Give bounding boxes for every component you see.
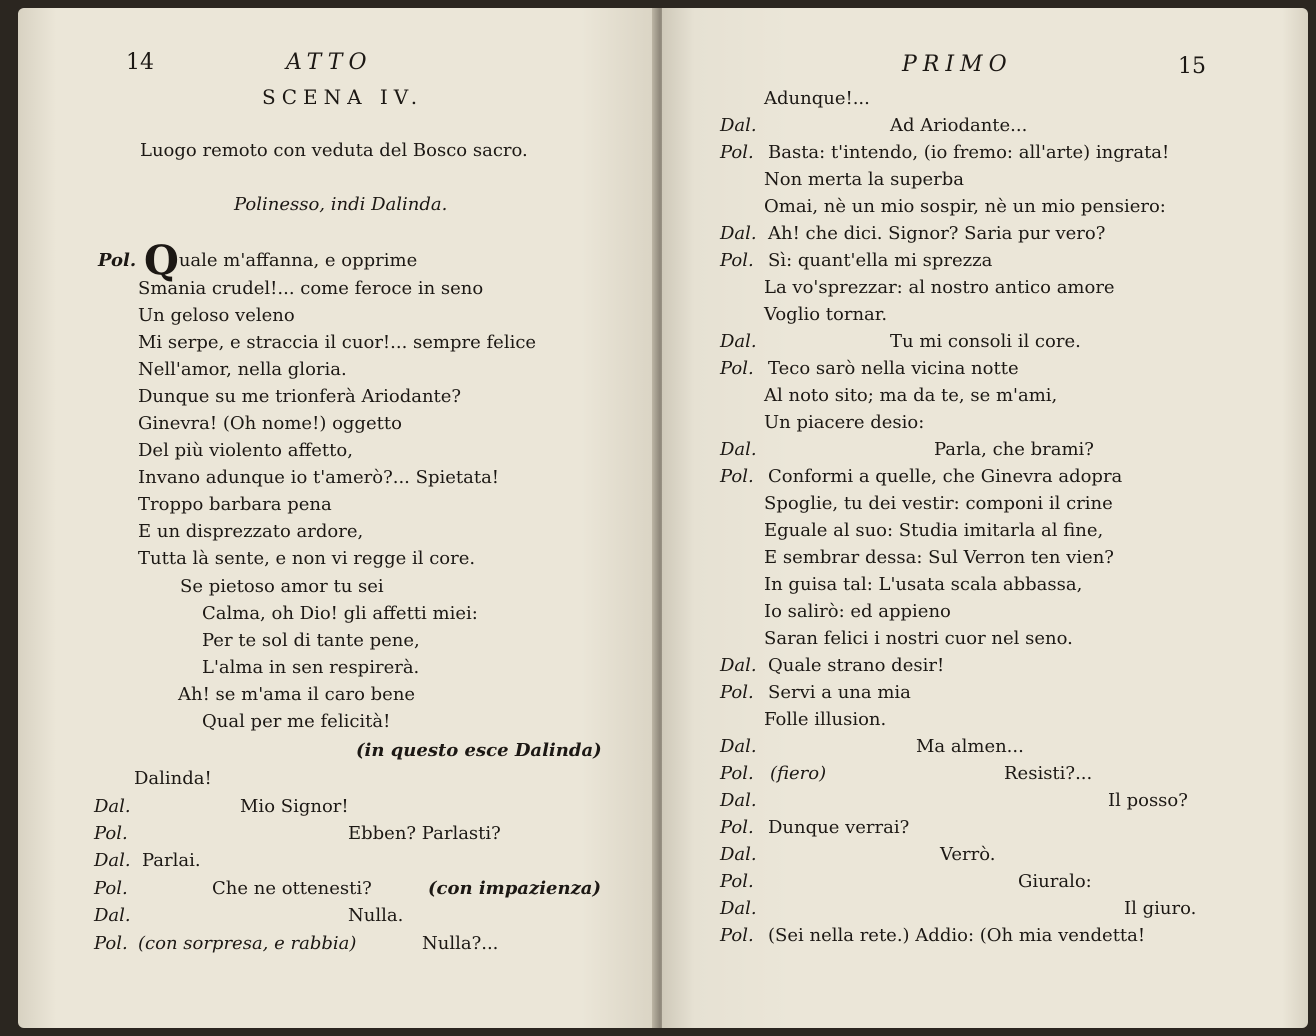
dialogue-text: Al noto sito; ma da te, se m'ami,: [764, 385, 1058, 406]
speaker-label: Dal.: [720, 331, 757, 352]
speaker-label: Dal.: [94, 850, 131, 871]
aria-line: Calma, oh Dio! gli affetti miei:: [202, 603, 478, 624]
scene-heading: SCENA IV.: [262, 85, 424, 109]
monologue-line: Troppo barbara pena: [138, 494, 332, 515]
page-number-right: 15: [1178, 54, 1206, 79]
dialogue-text: Parla, che brami?: [934, 439, 1094, 460]
dialogue-text: Ah! che dici. Signor? Saria pur vero?: [768, 223, 1106, 244]
dialogue-text: Resisti?...: [1004, 763, 1093, 784]
aria-line: Qual per me felicità!: [202, 711, 391, 732]
dialogue-text: Parlai.: [142, 850, 201, 871]
speaker-label: Pol.: [720, 358, 754, 379]
right-page: [662, 8, 1308, 1028]
speaker-label: Pol.: [94, 878, 128, 899]
monologue-line: Invano adunque io t'amerò?... Spietata!: [138, 467, 500, 488]
speaker-label: Dal.: [720, 898, 757, 919]
dialogue-text: Voglio tornar.: [764, 304, 888, 325]
dialogue-text: Giuralo:: [1018, 871, 1092, 892]
dialogue-text: Il giuro.: [1124, 898, 1197, 919]
running-header-right: PRIMO: [902, 52, 1013, 77]
dialogue-text: Folle illusion.: [764, 709, 887, 730]
dialogue-text: Eguale al suo: Studia imitarla al fine,: [764, 520, 1104, 541]
dialogue-text: Spoglie, tu dei vestir: componi il crine: [764, 493, 1113, 514]
speaker-label: Dal.: [720, 844, 757, 865]
dialogue-text: La vo'sprezzar: al nostro antico amore: [764, 277, 1115, 298]
dialogue-text: Nulla?...: [422, 933, 499, 954]
dialogue-text: E sembrar dessa: Sul Verron ten vien?: [764, 547, 1114, 568]
aria-line: Per te sol di tante pene,: [202, 630, 420, 651]
aria-line: L'alma in sen respirerà.: [202, 657, 420, 678]
dialogue-text: Servi a una mia: [768, 682, 911, 703]
dialogue-text: Un piacere desio:: [764, 412, 925, 433]
dialogue-text: Dunque verrai?: [768, 817, 910, 838]
monologue-line: Dunque su me trionferà Ariodante?: [138, 386, 462, 407]
dialogue-line: Dalinda!: [134, 768, 212, 789]
speaker-label: Pol.: [720, 142, 754, 163]
speaker-label: Pol.: [720, 250, 754, 271]
dialogue-text: Ebben? Parlasti?: [348, 823, 501, 844]
speaker-label: Pol.: [94, 933, 128, 954]
speaker-label: Pol.: [94, 823, 128, 844]
speaker-label: Dal.: [720, 223, 757, 244]
dialogue-text: Mio Signor!: [240, 796, 349, 817]
character-list: Polinesso, indi Dalinda.: [234, 194, 448, 215]
stage-direction: (con impazienza): [428, 878, 601, 899]
dialogue-text: Io salirò: ed appieno: [764, 601, 951, 622]
dialogue-text: Saran felici i nostri cuor nel seno.: [764, 628, 1073, 649]
speaker-label: Dal.: [720, 790, 757, 811]
dialogue-text: Quale strano desir!: [768, 655, 945, 676]
dialogue-text: (Sei nella rete.) Addio: (Oh mia vendetta!: [768, 925, 1146, 946]
dialogue-text: Adunque!...: [764, 88, 870, 109]
dialogue-text: Teco sarò nella vicina notte: [768, 358, 1019, 379]
dialogue-text: Verrò.: [940, 844, 996, 865]
dialogue-text: Non merta la superba: [764, 169, 964, 190]
running-header-left: ATTO: [286, 50, 373, 75]
speaker-label: Pol.: [720, 763, 754, 784]
monologue-line: E un disprezzato ardore,: [138, 521, 364, 542]
dialogue-text: Omai, nè un mio sospir, nè un mio pensiero:: [764, 196, 1166, 217]
monologue-line: Tutta là sente, e non vi regge il core.: [138, 548, 476, 569]
first-line-text: uale m'affanna, e opprime: [178, 250, 418, 271]
dialogue-text: Sì: quant'ella mi sprezza: [768, 250, 993, 271]
monologue-line: Un geloso veleno: [138, 305, 295, 326]
left-page: [18, 8, 658, 1028]
monologue-line: Smania crudel!... come feroce in seno: [138, 278, 484, 299]
scene-setting: Luogo remoto con veduta del Bosco sacro.: [140, 140, 528, 161]
speaker-label: Pol.: [720, 817, 754, 838]
monologue-line: Ginevra! (Oh nome!) oggetto: [138, 413, 402, 434]
dialogue-text: Il posso?: [1108, 790, 1188, 811]
drop-cap: Q: [144, 237, 179, 284]
dialogue-text: In guisa tal: L'usata scala abbassa,: [764, 574, 1083, 595]
speaker-label: Dal.: [94, 905, 131, 926]
stage-direction: (con sorpresa, e rabbia): [138, 933, 357, 954]
stage-direction: (fiero): [770, 763, 827, 784]
dialogue-text: Nulla.: [348, 905, 404, 926]
dialogue-text: Basta: t'intendo, (io fremo: all'arte) ingrata!: [768, 142, 1170, 163]
dialogue-text: Ad Ariodante...: [890, 115, 1028, 136]
speaker-label: Dal.: [720, 439, 757, 460]
monologue-first-line: [144, 237, 418, 284]
page-number-left: 14: [126, 50, 154, 75]
speaker-label: Pol.: [720, 925, 754, 946]
dialogue-text: Tu mi consoli il core.: [890, 331, 1081, 352]
speaker-label: Dal.: [720, 115, 757, 136]
aria-line: Ah! se m'ama il caro bene: [178, 684, 416, 705]
speaker-label: Pol.: [720, 466, 754, 487]
monologue-line: Mi serpe, e straccia il cuor!... sempre felice: [138, 332, 537, 353]
speaker-label: Dal.: [720, 736, 757, 757]
speaker-label: Pol.: [720, 682, 754, 703]
speaker-label: Pol.: [720, 871, 754, 892]
monologue-line: Nell'amor, nella gloria.: [138, 359, 347, 380]
stage-direction: (in questo esce Dalinda): [356, 740, 602, 761]
monologue-line: Del più violento affetto,: [138, 440, 353, 461]
speaker-label: Pol.: [98, 250, 137, 271]
speaker-label: Dal.: [94, 796, 131, 817]
dialogue-text: Ma almen...: [916, 736, 1024, 757]
dialogue-text: Che ne ottenesti?: [212, 878, 372, 899]
dialogue-text: Conformi a quelle, che Ginevra adopra: [768, 466, 1123, 487]
speaker-label: Dal.: [720, 655, 757, 676]
aria-line: Se pietoso amor tu sei: [180, 576, 384, 597]
